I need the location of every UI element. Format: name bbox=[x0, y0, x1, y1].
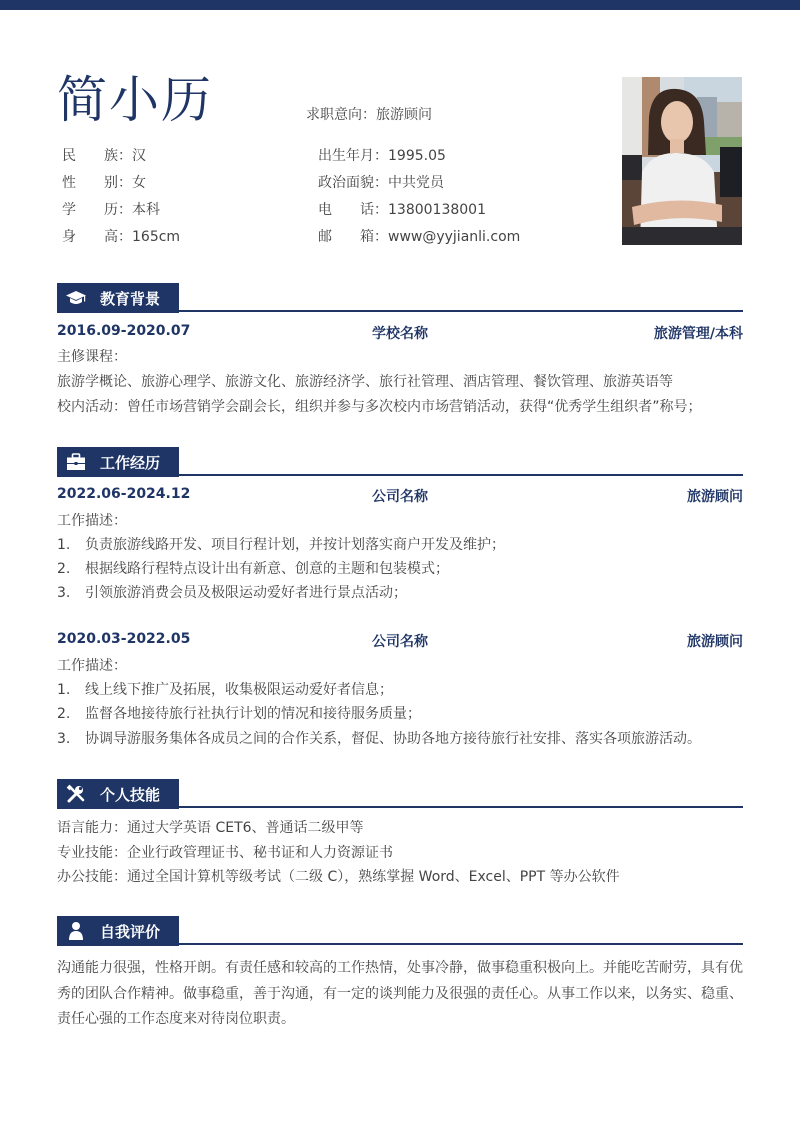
phone-value[interactable]: 13800138001 bbox=[388, 202, 486, 218]
candidate-name: 简小历 bbox=[57, 71, 213, 129]
job-intent bbox=[306, 104, 432, 124]
job-duty-item: 1. 线上线下推广及拓展，收集极限运动爱好者信息； bbox=[57, 682, 393, 698]
section-divider bbox=[179, 474, 743, 476]
section-header-work bbox=[57, 447, 743, 477]
job-position: 旅游顾问 bbox=[687, 634, 743, 650]
education-value: 本科 bbox=[132, 202, 160, 218]
birth-value: 1995.05 bbox=[388, 148, 446, 164]
job-duty-item: 3. 引领旅游消费会员及极限运动爱好者进行景点活动； bbox=[57, 585, 407, 601]
job-desc-label: 工作描述： bbox=[57, 513, 127, 529]
info-ethnicity: 民 族：汉 bbox=[62, 148, 146, 164]
skill-item: 办公技能：通过全国计算机等级考试（二级 C），熟练掌握 Word、Excel、PPT 等办公软件 bbox=[57, 869, 620, 885]
tools-icon bbox=[66, 784, 86, 804]
skill-item: 语言能力：通过大学英语 CET6、普通话二级甲等 bbox=[57, 820, 364, 836]
job-duty-item: 2. 根据线路行程特点设计出有新意、创意的主题和包装模式； bbox=[57, 561, 449, 577]
job-entry-header bbox=[57, 631, 743, 651]
job-position: 旅游顾问 bbox=[687, 489, 743, 505]
political-value: 中共党员 bbox=[388, 175, 444, 191]
section-header-education bbox=[57, 283, 743, 313]
section-title: 教育背景 bbox=[100, 289, 161, 308]
education-entry-header bbox=[57, 323, 743, 343]
briefcase-icon bbox=[66, 452, 86, 472]
graduation-cap-icon bbox=[66, 288, 86, 308]
portrait-photo-icon bbox=[622, 77, 742, 245]
section-title-block bbox=[57, 447, 179, 477]
company-name: 公司名称 bbox=[372, 489, 428, 505]
courses-label: 主修课程： bbox=[57, 349, 127, 365]
person-icon bbox=[66, 921, 86, 941]
profile-photo bbox=[622, 77, 742, 245]
section-divider bbox=[179, 943, 743, 945]
section-header-self-eval bbox=[57, 916, 743, 946]
school-name: 学校名称 bbox=[372, 326, 428, 342]
skill-item: 专业技能：企业行政管理证书、秘书证和人力资源证书 bbox=[57, 845, 393, 861]
courses-list: 旅游学概论、旅游心理学、旅游文化、旅游经济学、旅行社管理、酒店管理、餐饮管理、旅游英语等 bbox=[57, 374, 673, 390]
height-value: 165cm bbox=[132, 229, 181, 245]
info-email: 邮 箱：www@yyjianli.com bbox=[318, 229, 521, 245]
gender-value: 女 bbox=[132, 175, 146, 191]
self-evaluation-text: 沟通能力很强，性格开朗。有责任感和较高的工作热情，处事冷静，做事稳重积极向上。并能吃苦耐劳，具有优秀的团队合作精神。做事稳重，善于沟通，有一定的谈判能力及很强的责任心。从事工作以来，以务实、稳重、责任心强的工作态度来对待岗位职责。 bbox=[57, 960, 743, 1027]
email-value[interactable]: www@yyjianli.com bbox=[388, 229, 521, 245]
job-period: 2020.03-2022.05 bbox=[57, 631, 191, 647]
job-period: 2022.06-2024.12 bbox=[57, 486, 191, 502]
job-duty-item: 1. 负责旅游线路开发、项目行程计划，并按计划落实商户开发及维护； bbox=[57, 537, 505, 553]
job-duty-item: 2. 监督各地接待旅行社执行计划的情况和接待服务质量； bbox=[57, 706, 421, 722]
section-title: 工作经历 bbox=[100, 453, 161, 472]
info-birth: 出生年月：1995.05 bbox=[318, 148, 446, 164]
ethnicity-value: 汉 bbox=[132, 148, 146, 164]
section-divider bbox=[179, 806, 743, 808]
section-title-block bbox=[57, 283, 179, 313]
job-intent-label: 求职意向： bbox=[306, 107, 376, 123]
section-divider bbox=[179, 310, 743, 312]
info-political: 政治面貌：中共党员 bbox=[318, 175, 444, 191]
company-name: 公司名称 bbox=[372, 634, 428, 650]
info-height: 身 高：165cm bbox=[62, 229, 181, 245]
info-phone: 电 话：13800138001 bbox=[318, 202, 486, 218]
section-title: 自我评价 bbox=[100, 922, 161, 941]
job-duty-item: 3. 协调导游服务集体各成员之间的合作关系，督促、协助各地方接待旅行社安排、落实各项旅游活动。 bbox=[57, 731, 701, 747]
job-intent-value: 旅游顾问 bbox=[376, 107, 432, 123]
campus-activities: 校内活动：曾任市场营销学会副会长，组织并参与多次校内市场营销活动，获得“优秀学生组织者”称号； bbox=[57, 399, 702, 415]
info-education: 学 历：本科 bbox=[62, 202, 160, 218]
education-period: 2016.09-2020.07 bbox=[57, 323, 191, 339]
section-header-skills bbox=[57, 779, 743, 809]
section-title: 个人技能 bbox=[100, 785, 161, 804]
job-desc-label: 工作描述： bbox=[57, 658, 127, 674]
job-entry-header bbox=[57, 486, 743, 506]
top-accent-bar bbox=[0, 0, 800, 10]
section-title-block bbox=[57, 916, 179, 946]
major-degree: 旅游管理/本科 bbox=[653, 326, 743, 342]
info-gender: 性 别：女 bbox=[62, 175, 146, 191]
section-title-block bbox=[57, 779, 179, 809]
